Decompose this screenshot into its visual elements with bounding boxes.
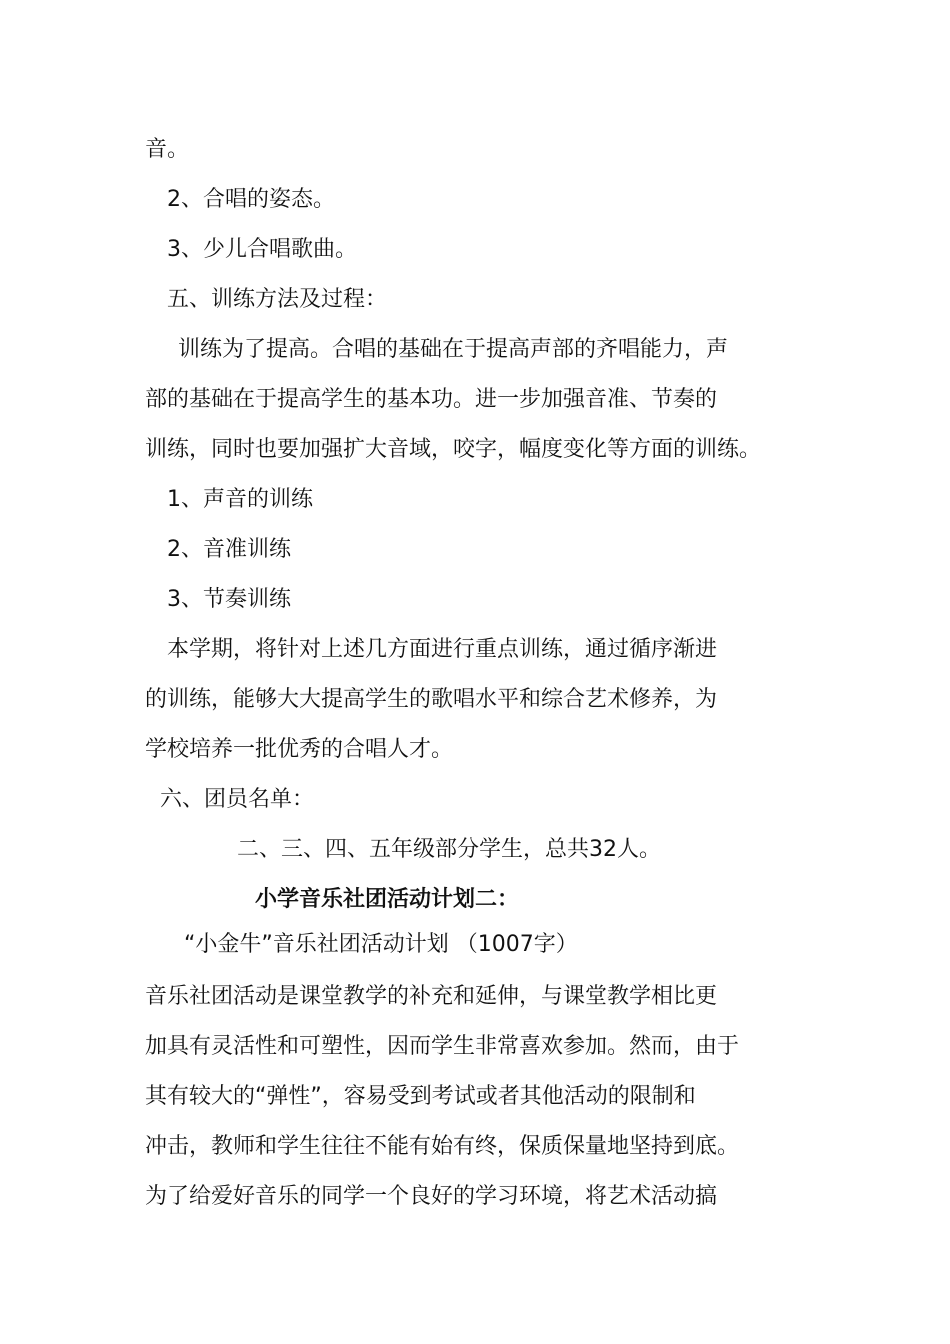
paragraph-line: 训练为了提高。合唱的基础在于提高声部的齐唱能力，声 [178, 337, 729, 362]
list-item: 1、声音的训练 [167, 487, 313, 512]
paragraph-line: 的训练，能够大大提高学生的歌唱水平和综合艺术修养，为 [145, 687, 718, 712]
paragraph-line: 为了给爱好音乐的同学一个良好的学习环境，将艺术活动搞 [145, 1184, 718, 1209]
paragraph-line: 冲击，教师和学生往往不能有始有终，保质保量地坚持到底。 [145, 1134, 740, 1159]
section-heading: 五、训练方法及过程： [167, 287, 388, 312]
text-line: 音。 [145, 137, 190, 162]
paragraph-line: 音乐社团活动是课堂教学的补充和延伸，与课堂教学相比更 [145, 984, 718, 1009]
list-item: 3、节奏训练 [167, 587, 291, 612]
paragraph-line: 加具有灵活性和可塑性，因而学生非常喜欢参加。然而，由于 [145, 1034, 740, 1059]
plan-subtitle: “小金牛”音乐社团活动计划 （1007字） [184, 932, 578, 957]
member-list-line: 二、三、四、五年级部分学生，总共32人。 [237, 837, 661, 862]
section-heading: 六、团员名单： [160, 787, 315, 812]
paragraph-line: 学校培养一批优秀的合唱人才。 [145, 737, 454, 762]
list-item: 2、音准训练 [167, 537, 291, 562]
paragraph-line: 部的基础在于提高学生的基本功。进一步加强音准、节奏的 [145, 387, 718, 412]
list-item: 3、少儿合唱歌曲。 [167, 237, 357, 262]
paragraph-line: 训练，同时也要加强扩大音域，咬字，幅度变化等方面的训练。 [145, 437, 762, 462]
paragraph-line: 本学期，将针对上述几方面进行重点训练，通过循序渐进 [167, 637, 718, 662]
paragraph-line: 其有较大的“弹性”，容易受到考试或者其他活动的限制和 [145, 1084, 696, 1109]
plan-title: 小学音乐社团活动计划二： [255, 887, 520, 912]
list-item: 2、合唱的姿态。 [167, 187, 335, 212]
